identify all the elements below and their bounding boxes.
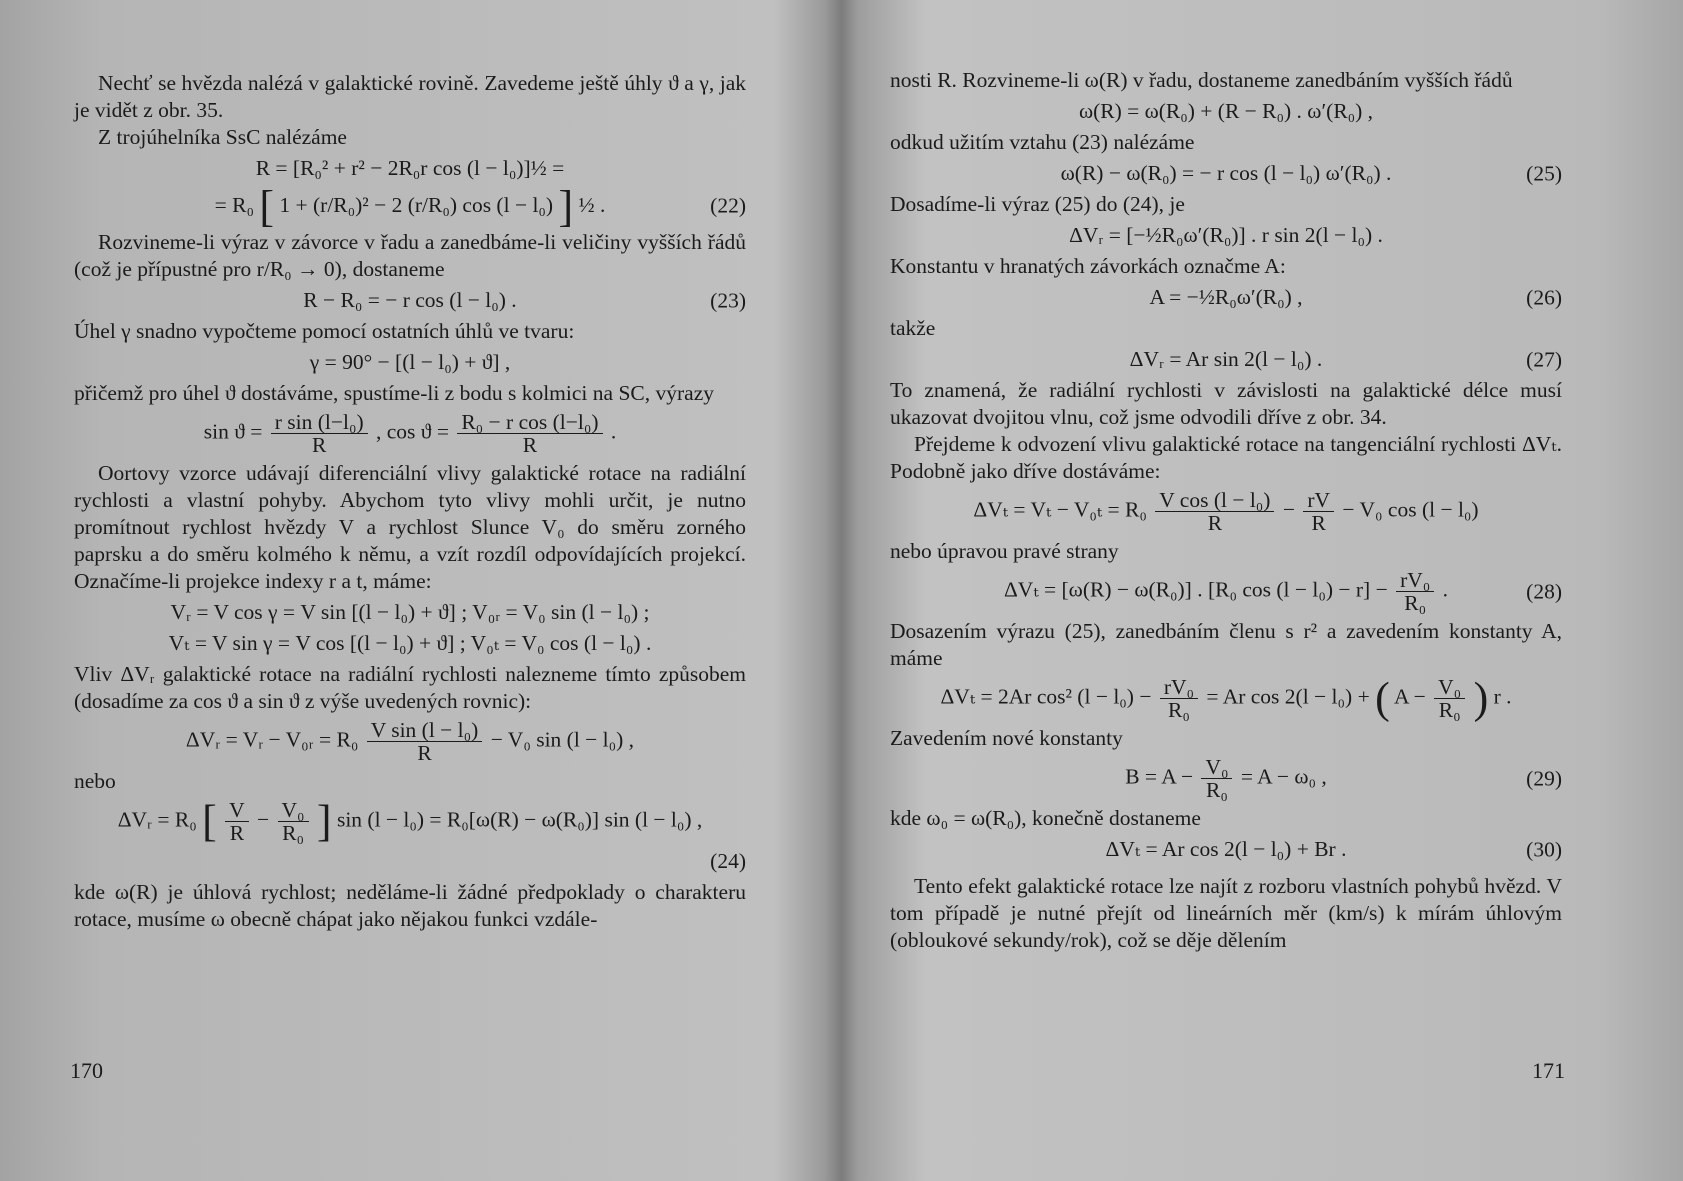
paragraph: Dosadíme-li výraz (25) do (24), je <box>890 192 1185 216</box>
equation-text: . <box>610 419 617 444</box>
numerator: rV₀ <box>1160 676 1198 699</box>
paragraph: Konstantu v hranatých závorkách označme A: <box>890 254 1286 278</box>
equation-25 <box>890 160 1562 187</box>
page-number: 170 <box>70 1058 103 1083</box>
equation-text: sin (l − l₀) = R₀[ω(R) − ω(R₀)] sin (l − l₀) , <box>336 807 703 832</box>
paragraph: Vliv ΔVᵣ galaktické rotace na radiální rychlosti nalezneme tímto způsobem (dosadíme za cos ϑ a sin ϑ z výše uvedených rovnic): <box>74 662 746 713</box>
paragraph: Dosazením výrazu (25), zanedbáním členu s r² a zavedením konstanty A, máme <box>890 619 1562 670</box>
paragraph: kde ω(R) je úhlová rychlost; neděláme-li žádné předpoklady o charakteru rotace, musíme ω obecně chápat jako nějakou funkci vzdále- <box>74 880 746 931</box>
numerator: rV <box>1303 489 1334 512</box>
equation-text: ΔVₜ = [ω(R) − ω(R₀)] . [R₀ cos (l − l₀) − r] − <box>1003 577 1388 602</box>
paragraph: takže <box>890 316 936 340</box>
equation <box>890 222 1562 249</box>
equation-24: ΔVᵣ = R₀ [ $\frac{V}{R}$ − $\frac{\text{V₀}}{\text{R₀}}$ ] sin (l − l₀) = R₀[ω(R) − ω(R₀)] sin (l − l₀) , <box>117 796 703 846</box>
numerator: rV₀ <box>1396 569 1434 592</box>
equation-30 <box>890 836 1562 863</box>
equation-text: = A − ω₀ , <box>1240 764 1327 789</box>
equation-23 <box>74 287 746 314</box>
equation-number: (23) <box>710 288 746 312</box>
equation-text: ΔVₜ = 2Ar cos² (l − l₀) − <box>940 684 1152 709</box>
equation-number: (24) <box>710 849 746 873</box>
equation-text: sin ϑ = <box>203 419 263 444</box>
paragraph: Z trojúhelníka SsC nalézáme <box>98 125 347 149</box>
fraction <box>367 719 483 764</box>
equation <box>890 489 1562 534</box>
equation <box>74 349 746 376</box>
denominator: R <box>312 433 327 457</box>
equation-text: R − R₀ = − r cos (l − l₀) . <box>303 288 517 312</box>
equation-text: = Ar cos 2(l − l₀) + <box>1206 684 1370 709</box>
denominator: R₀ <box>1438 698 1461 722</box>
equation-text: ΔVᵣ = Ar sin 2(l − l₀) . <box>1129 347 1323 371</box>
fraction <box>1155 489 1274 534</box>
paragraph: Rozvineme-li výraz v závorce v řadu a zanedbáme-li veličiny vyšších řádů (což je přípustné pro r/R₀ → 0), dostaneme <box>74 230 746 281</box>
fraction <box>1160 676 1198 721</box>
paragraph: nebo úpravou pravé strany <box>890 539 1119 563</box>
numerator: V <box>225 799 249 822</box>
paragraph: odkud užitím vztahu (23) nalézáme <box>890 130 1195 154</box>
equation-26 <box>890 284 1562 311</box>
equation-28 <box>890 569 1562 614</box>
equation <box>74 411 746 456</box>
equation-text: . <box>1442 577 1449 602</box>
numerator: r sin (l−l₀) <box>271 411 368 434</box>
equation-29 <box>890 756 1562 801</box>
paragraph: To znamená, že radiální rychlosti v závislosti na galaktické délce musí ukazovat dvojitou vlnu, což jsme odvodili dříve z obr. 34. <box>890 378 1562 429</box>
equation <box>74 630 746 657</box>
paragraph: Přejdeme k odvození vlivu galaktické rotace na tangenciální rychlosti ΔVₜ. Podobně jako dříve dostáváme: <box>890 432 1562 483</box>
equation-text: ω(R) = ω(R₀) + (R − R₀) . ω′(R₀) , <box>1078 99 1374 123</box>
fraction <box>457 411 602 456</box>
equation-number: (29) <box>1526 766 1562 790</box>
numerator: V₀ <box>278 799 309 822</box>
paragraph: nebo <box>74 769 116 793</box>
denominator: R₀ <box>282 821 304 845</box>
paragraph: Úhel γ snadno vypočteme pomocí ostatních úhlů ve tvaru: <box>74 319 575 343</box>
fraction <box>225 799 249 844</box>
fraction <box>1303 489 1334 534</box>
equation-text: R = [R₀² + r² − 2R₀r cos (l − l₀)]½ = <box>255 156 565 180</box>
equation-text: ΔVᵣ = [−½R₀ω′(R₀)] . r sin 2(l − l₀) . <box>1069 223 1383 247</box>
equation-text: ω(R) − ω(R₀) = − r cos (l − l₀) ω′(R₀) . <box>1060 161 1392 185</box>
fraction <box>278 799 309 844</box>
equation-22: = R₀ [ 1 + (r/R₀)² − 2 (r/R₀) cos (l − l₀) ] ½ . (22) <box>214 182 746 232</box>
paragraph: Nechť se hvězda nalézá v galaktické rovině. Zavedeme ještě úhly ϑ a γ, jak je vidět z obr. 35. <box>74 71 746 122</box>
equation-text: = R₀ <box>214 193 254 217</box>
numerator: V₀ <box>1201 756 1232 779</box>
denominator: R₀ <box>1168 698 1190 722</box>
equation-text: Vᵣ = V cos γ = V sin [(l − l₀) + ϑ] ; V₀ᵣ = V₀ sin (l − l₀) ; <box>170 600 650 624</box>
right-text-column <box>890 67 1562 954</box>
fraction <box>1396 569 1434 614</box>
denominator: R₀ <box>1404 591 1427 615</box>
equation-27 <box>890 346 1562 373</box>
equation-text: ΔVᵣ = R₀ <box>117 807 197 832</box>
numerator: V₀ <box>1434 676 1465 699</box>
paragraph: přičemž pro úhel ϑ dostáváme, spustíme-li z bodu s kolmici na SC, výrazy <box>74 381 714 405</box>
equation <box>74 155 746 182</box>
denominator: R <box>1207 511 1223 535</box>
equation-number: (22) <box>710 193 746 217</box>
denominator: R <box>1311 511 1326 535</box>
left-text-column <box>74 70 746 933</box>
equation <box>74 599 746 626</box>
equation-number: (27) <box>1526 347 1562 371</box>
denominator: R <box>522 433 538 457</box>
equation-number: (26) <box>1526 285 1562 309</box>
equation: ΔVₜ = 2Ar cos² (l − l₀) − $\frac{\text{rV₀}}{\text{R₀}}$ = Ar cos 2(l − l₀) + ( A − $\frac{\text{V₀}}{\text{R₀}}$ ) r . <box>940 673 1512 723</box>
left-page <box>0 0 820 1181</box>
paragraph: kde ω₀ = ω(R₀), konečně dostaneme <box>890 806 1201 830</box>
equation-text: ½ . <box>578 193 606 217</box>
numerator: R₀ − r cos (l−l₀) <box>457 411 602 434</box>
equation-text: B = A − <box>1125 764 1194 789</box>
equation-text: ΔVᵣ = Vᵣ − V₀ᵣ = R₀ <box>185 727 359 752</box>
equation-text: γ = 90° − [(l − l₀) + ϑ] , <box>309 350 511 374</box>
denominator: R₀ <box>1206 778 1228 802</box>
denominator: R <box>417 741 432 765</box>
right-page <box>820 0 1683 1181</box>
fraction <box>1201 756 1232 801</box>
equation-text: A = −½R₀ω′(R₀) , <box>1149 285 1303 309</box>
equation-text: , cos ϑ = <box>376 419 449 444</box>
equation-text: − <box>1282 497 1295 522</box>
paragraph: nosti R. Rozvineme-li ω(R) v řadu, dostaneme zanedbáním vyšších řádů <box>890 68 1513 92</box>
fraction <box>271 411 368 456</box>
page-number: 171 <box>1532 1058 1565 1083</box>
equation-text: − V₀ cos (l − l₀) <box>1342 497 1479 522</box>
equation-text: − <box>257 807 270 832</box>
fraction <box>1434 676 1465 721</box>
paragraph: Oortovy vzorce udávají diferenciální vlivy galaktické rotace na radiální rychlosti a vlastní pohyby. Abychom tyto vlivy mohli určit, je nutno promítnout rychlost hvězdy V a rychlost Slunce V₀ do směru zorného paprsku a do směru kolmého k němu, a vzít rozdíl odpovídajících projekcí. Označíme-li projekce indexy r a t, máme: <box>74 461 746 593</box>
equation-number: (28) <box>1526 579 1562 603</box>
numerator: V cos (l − l₀) <box>1155 489 1274 512</box>
denominator: R <box>229 821 245 845</box>
paragraph: Zavedením nové konstanty <box>890 726 1123 750</box>
numerator: V sin (l − l₀) <box>367 719 483 742</box>
equation-text: Vₜ = V sin γ = V cos [(l − l₀) + ϑ] ; V₀ₜ = V₀ cos (l − l₀) . <box>168 631 652 655</box>
equation-text: 1 + (r/R₀)² − 2 (r/R₀) cos (l − l₀) <box>279 193 554 217</box>
equation-number: (25) <box>1526 161 1562 185</box>
equation-text: ΔVₜ = Ar cos 2(l − l₀) + Br . <box>1105 837 1347 861</box>
equation-text: r . <box>1493 684 1512 709</box>
equation <box>74 719 746 764</box>
equation-text: ΔVₜ = Vₜ − V₀ₜ = R₀ <box>973 497 1147 522</box>
equation-text: − V₀ sin (l − l₀) , <box>490 727 635 752</box>
equation <box>890 98 1562 125</box>
paragraph: Tento efekt galaktické rotace lze najít z rozboru vlastních pohybů hvězd. V tom případě je nutné přejít od lineárních měr (km/s) k mírám úhlovým (obloukové sekundy/rok), což se děje dělením <box>890 874 1562 952</box>
equation-number-row <box>74 848 746 875</box>
equation-number: (30) <box>1526 837 1562 861</box>
equation-text: A − <box>1393 684 1426 709</box>
